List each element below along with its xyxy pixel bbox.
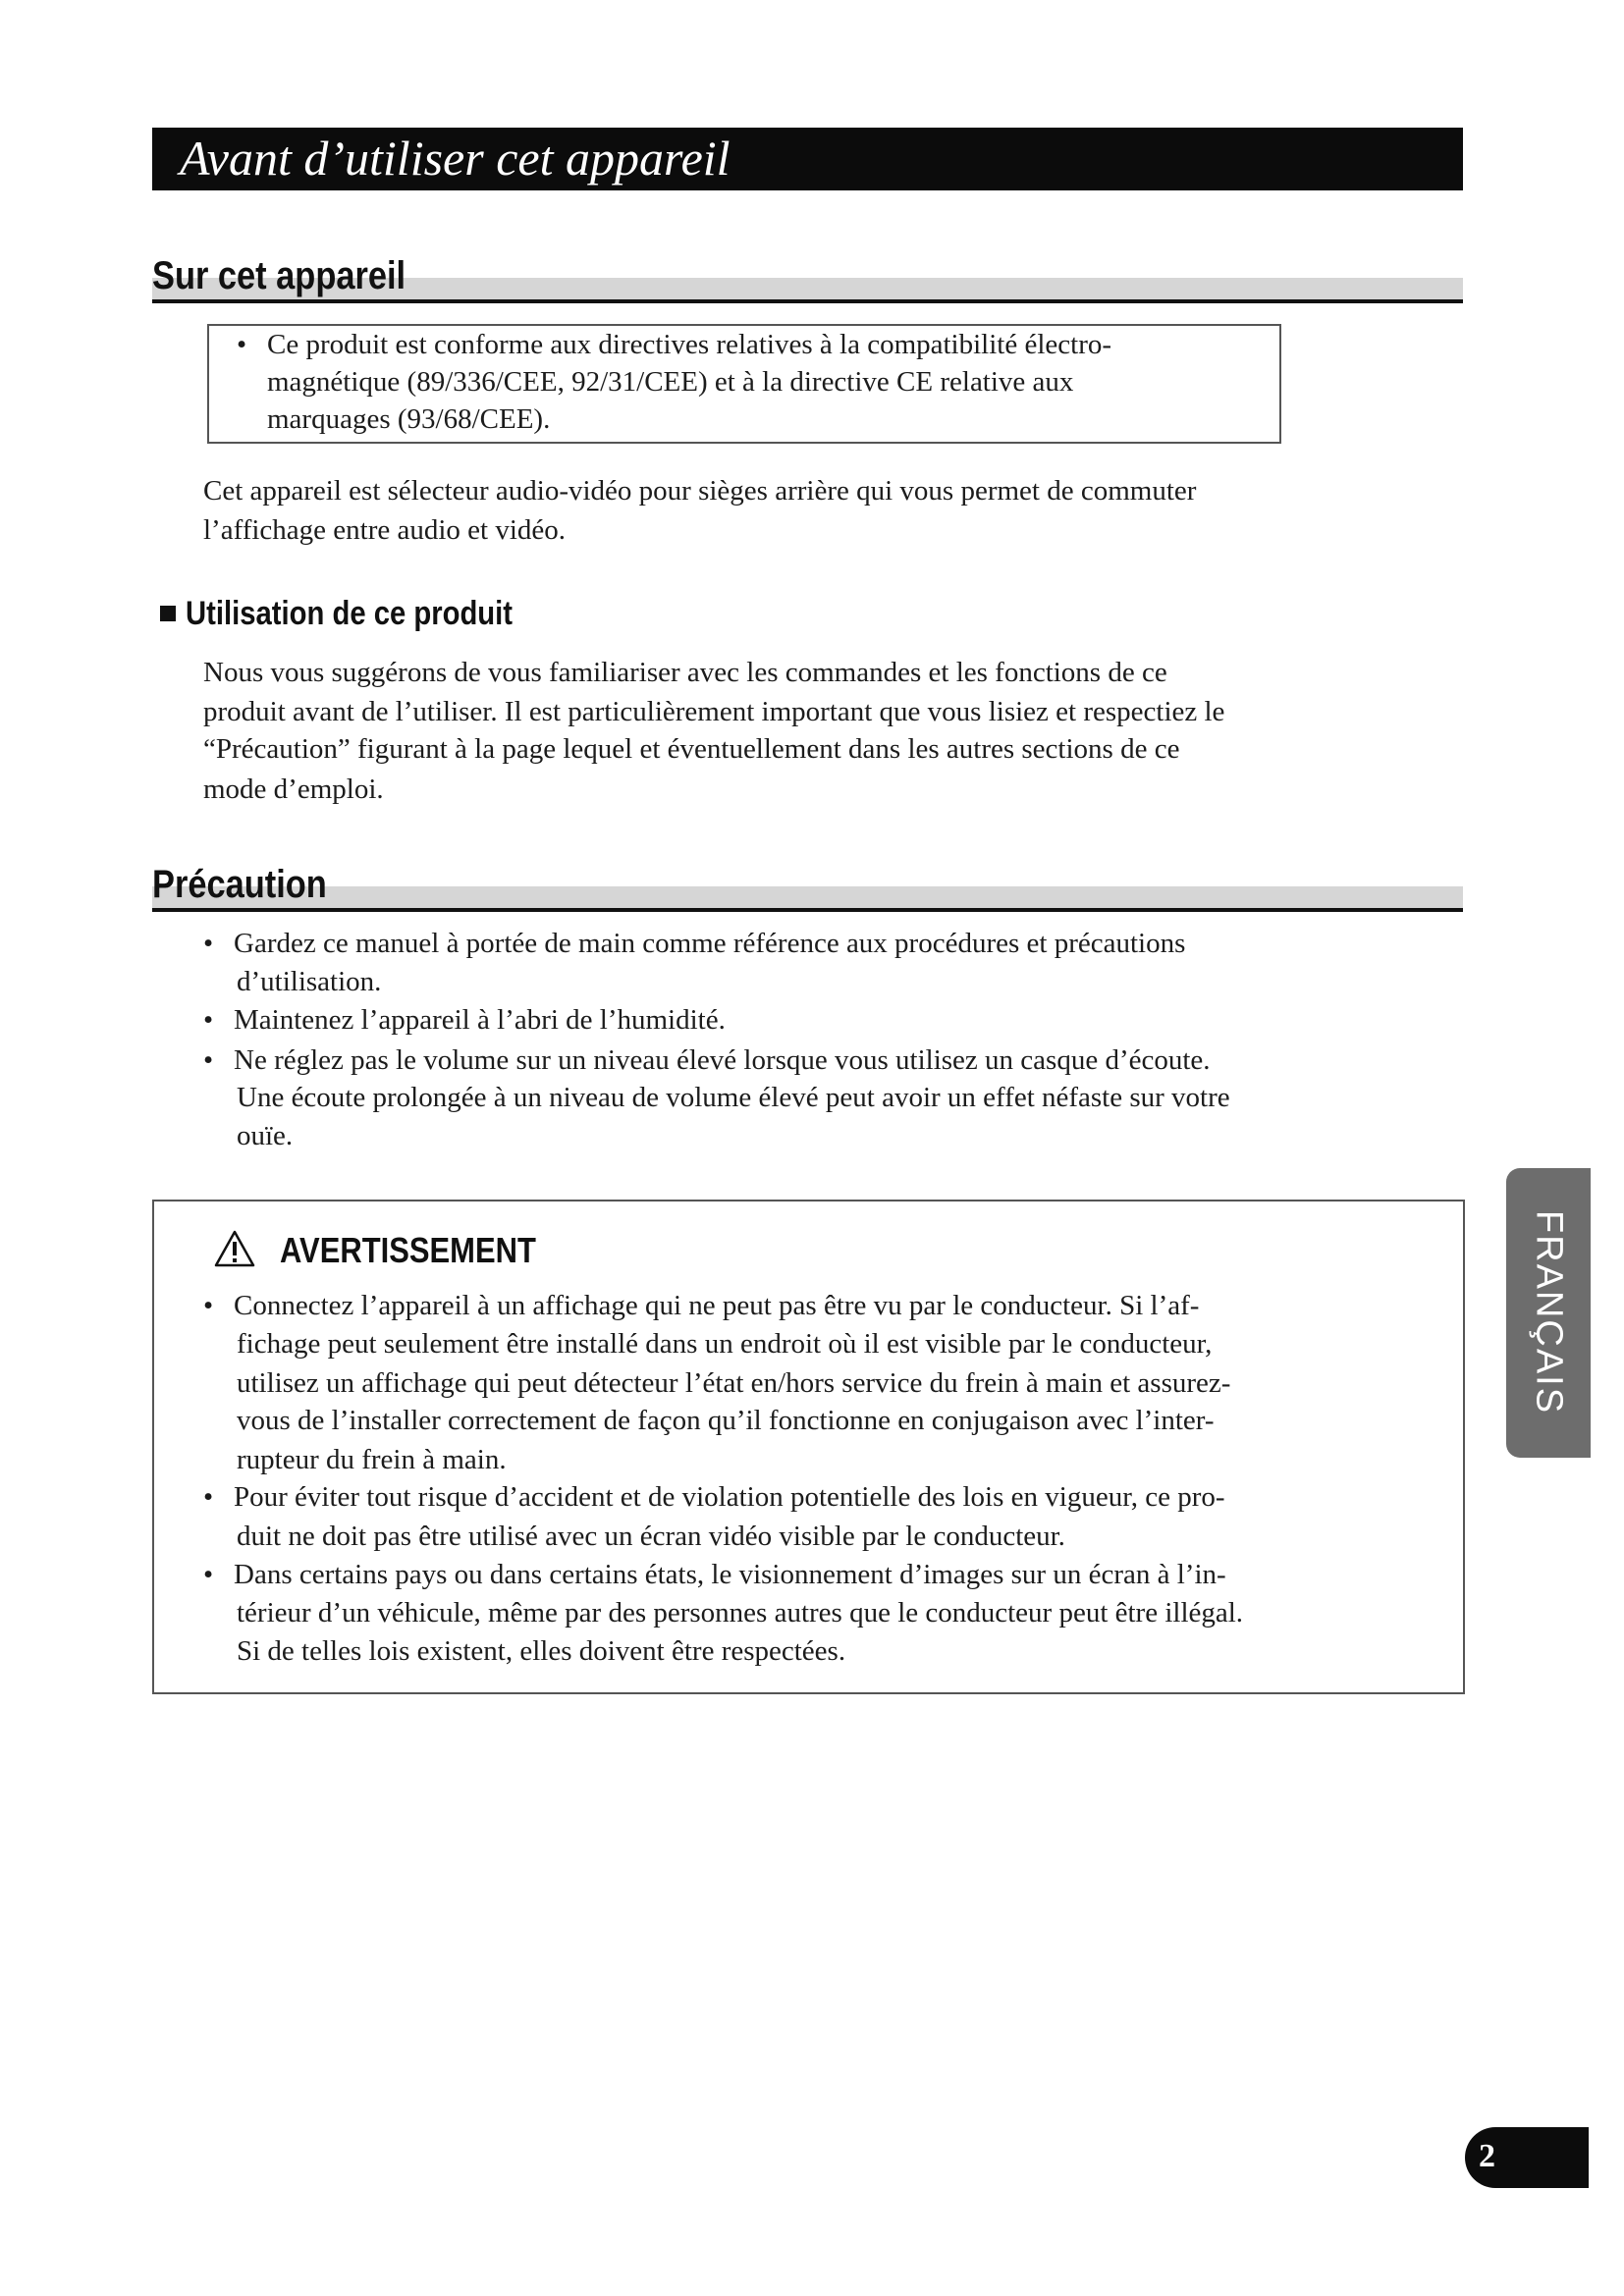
- precaution-line: ouïe.: [237, 1120, 294, 1151]
- page-title-bar: [152, 128, 1463, 190]
- notice-line: Ce produit est conforme aux directives relatives à la compatibilité électro-: [267, 329, 1112, 360]
- language-tab-label: FRANÇAIS: [1528, 1209, 1570, 1415]
- warning-box: [152, 1200, 1465, 1694]
- usage-line: “Précaution” figurant à la page lequel et éventuellement dans les autres sections de ce: [203, 733, 1180, 765]
- warning-line: rupteur du frein à main.: [237, 1444, 507, 1475]
- bullet: •: [203, 1559, 214, 1590]
- warning-triangle-icon: [213, 1229, 256, 1268]
- section-title-about: Sur cet appareil: [152, 254, 406, 297]
- page-number-tab: [1465, 2127, 1589, 2188]
- precaution-line: d’utilisation.: [237, 966, 382, 997]
- section-heading-precaution: [152, 863, 1463, 908]
- bullet: •: [203, 928, 214, 959]
- notice-line: marquages (93/68/CEE).: [267, 403, 551, 435]
- precaution-line: Une écoute prolongée à un niveau de volume élevé peut avoir un effet néfaste sur votre: [237, 1082, 1230, 1113]
- precaution-line: Maintenez l’appareil à l’abri de l’humidité.: [234, 1004, 726, 1036]
- bullet: •: [203, 1044, 214, 1076]
- bullet: •: [203, 1290, 214, 1321]
- section-heading-about: [152, 254, 1463, 299]
- section-title-precaution: Précaution: [152, 863, 327, 906]
- usage-line: produit avant de l’utiliser. Il est particulièrement important que vous lisiez et respectiez le: [203, 696, 1225, 727]
- precaution-line: Ne réglez pas le volume sur un niveau élevé lorsque vous utilisez un casque d’écoute.: [234, 1044, 1211, 1076]
- intro-line: Cet appareil est sélecteur audio-vidéo pour sièges arrière qui vous permet de commuter: [203, 475, 1197, 507]
- warning-line: Si de telles lois existent, elles doivent être respectées.: [237, 1635, 846, 1667]
- usage-line: Nous vous suggérons de vous familiariser avec les commandes et les fonctions de ce: [203, 657, 1167, 688]
- bullet: •: [203, 1004, 214, 1036]
- warning-line: duit ne doit pas être utilisé avec un écran vidéo visible par le conducteur.: [237, 1521, 1065, 1552]
- usage-heading: Utilisation de ce produit: [186, 595, 514, 632]
- warning-line: vous de l’installer correctement de façon qu’il fonctionne en conjugaison avec l’inter-: [237, 1405, 1215, 1436]
- warning-line: Pour éviter tout risque d’accident et de violation potentielle des lois en vigueur, ce pro-: [234, 1481, 1225, 1513]
- warning-line: Dans certains pays ou dans certains états, le visionnement d’images sur un écran à l’in-: [234, 1559, 1226, 1590]
- warning-line: térieur d’un véhicule, même par des personnes autres que le conducteur peut être illégal.: [237, 1597, 1244, 1629]
- warning-line: utilisez un affichage qui peut détecteur l’état en/hors service du frein à main et assurez-: [237, 1367, 1231, 1399]
- usage-line: mode d’emploi.: [203, 774, 384, 805]
- conformity-notice-box: [207, 324, 1281, 444]
- notice-line: magnétique (89/336/CEE, 92/31/CEE) et à la directive CE relative aux: [267, 366, 1074, 398]
- intro-line: l’affichage entre audio et vidéo.: [203, 514, 567, 546]
- precaution-line: Gardez ce manuel à portée de main comme référence aux procédures et précautions: [234, 928, 1186, 959]
- language-tab: [1506, 1168, 1591, 1458]
- page-title: Avant d’utiliser cet appareil: [180, 131, 731, 186]
- page-number: 2: [1479, 2138, 1495, 2174]
- warning-heading: AVERTISSEMENT: [280, 1230, 536, 1270]
- square-bullet-icon: [160, 606, 176, 621]
- warning-line: Connectez l’appareil à un affichage qui ne peut pas être vu par le conducteur. Si l’af-: [234, 1290, 1200, 1321]
- bullet: •: [237, 329, 247, 360]
- bullet: •: [203, 1481, 214, 1513]
- warning-line: fichage peut seulement être installé dans un endroit où il est visible par le conducteur,: [237, 1328, 1213, 1360]
